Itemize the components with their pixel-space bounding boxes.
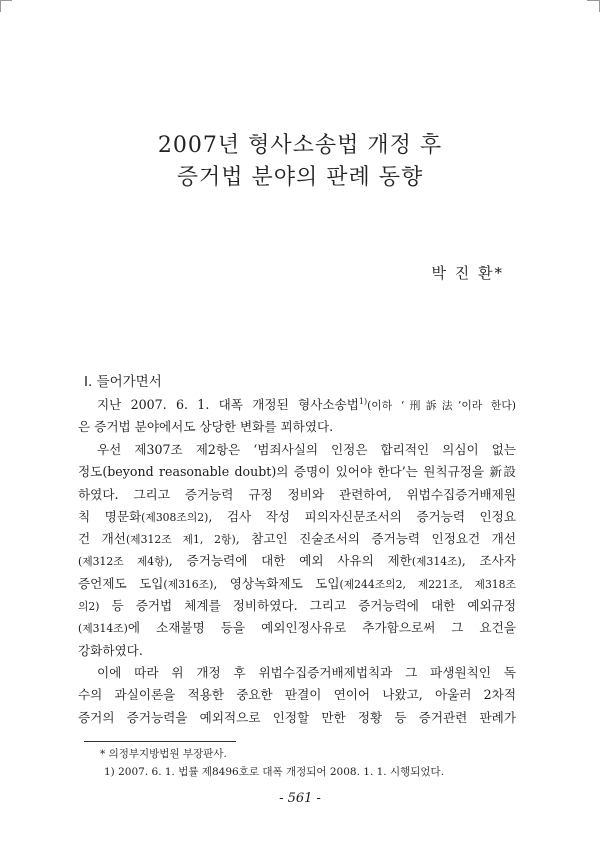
text-line: 강화하였다. [78, 642, 143, 658]
crop-mark [587, 0, 599, 1]
text-line: 정도(beyond reasonable doubt)의 증명이 있어야 한다’는 원칙규정을 新設 [78, 464, 516, 480]
text-line: (제312조 제4항), 증거능력에 대한 예외 사유의 제한(제314조), 조사자 [78, 553, 516, 569]
text-line: 지난 2007. 6. 1. 대폭 개정된 형사소송법$^{1)}$(이하 ‘刑訴法’이라 한다) [97, 396, 516, 412]
text-line: 칙 명문화(제308조의2), 검사 작성 피의자신문조서의 증거능력 인정요 [78, 508, 517, 524]
text-line: 수의 과실이론을 적용한 중요한 판결이 연이어 나왔고, 아울러 2차적 [78, 687, 516, 703]
footnote-1: 1) 2007. 6. 1. 법률 제8496호로 대폭 개정되어 2008. 1. 1. 시행되었다. [104, 766, 445, 778]
paragraph-2 [78, 439, 516, 662]
text-line: 건 개선(제312조 제1, 2항), 참고인 진술조서의 증거능력 인정요건 개선 [78, 531, 517, 547]
footnote-ref[interactable]: 1) [358, 396, 368, 406]
paragraph-1 [78, 394, 516, 439]
text-line: 의2) 등 증거법 체계를 정비하였다. 그리고 증거능력에 대한 예외규정 [78, 598, 516, 614]
paragraph-3 [78, 662, 516, 729]
text-line: 우선 제307조 제2항은 ‘범죄사실의 인정은 합리적인 의심이 없는 [97, 442, 516, 457]
page-number: - 561 - [279, 791, 321, 806]
title-line-1: 2007년 형사소송법 개정 후 [157, 133, 443, 158]
text-line: 증언제도 도입(제316조), 영상녹화제도 도입(제244조의2, 제221조, 제318조 [78, 575, 516, 591]
title-line-2: 증거법 분야의 판례 동향 [176, 165, 424, 190]
text-line: 은 증거법 분야에서도 상당한 변화를 꾀하였다. [78, 419, 334, 435]
footnote-author: * 의정부지방법원 부장판사. [100, 748, 227, 760]
crop-mark [0, 0, 12, 1]
footnote-divider [84, 741, 236, 742]
text-line: 이에 따라 위 개정 후 위법수집증거배제법칙과 그 파생원칙인 독 [97, 665, 516, 680]
author-name: 박 진 환* [431, 264, 504, 282]
text-line: 하였다. 그리고 증거능력 규정 정비와 관련하여, 위법수집증거배제원 [78, 486, 516, 502]
section-heading: Ⅰ. 들어가면서 [84, 374, 162, 390]
text-line: (제314조)에 소재불명 등을 예외인정사유로 추가함으로써 그 요건을 [78, 620, 516, 636]
text-line: 증거의 증거능력을 예외적으로 인정할 만한 정황 등 증거관련 판례가 [78, 709, 516, 725]
crop-mark [0, 0, 1, 12]
